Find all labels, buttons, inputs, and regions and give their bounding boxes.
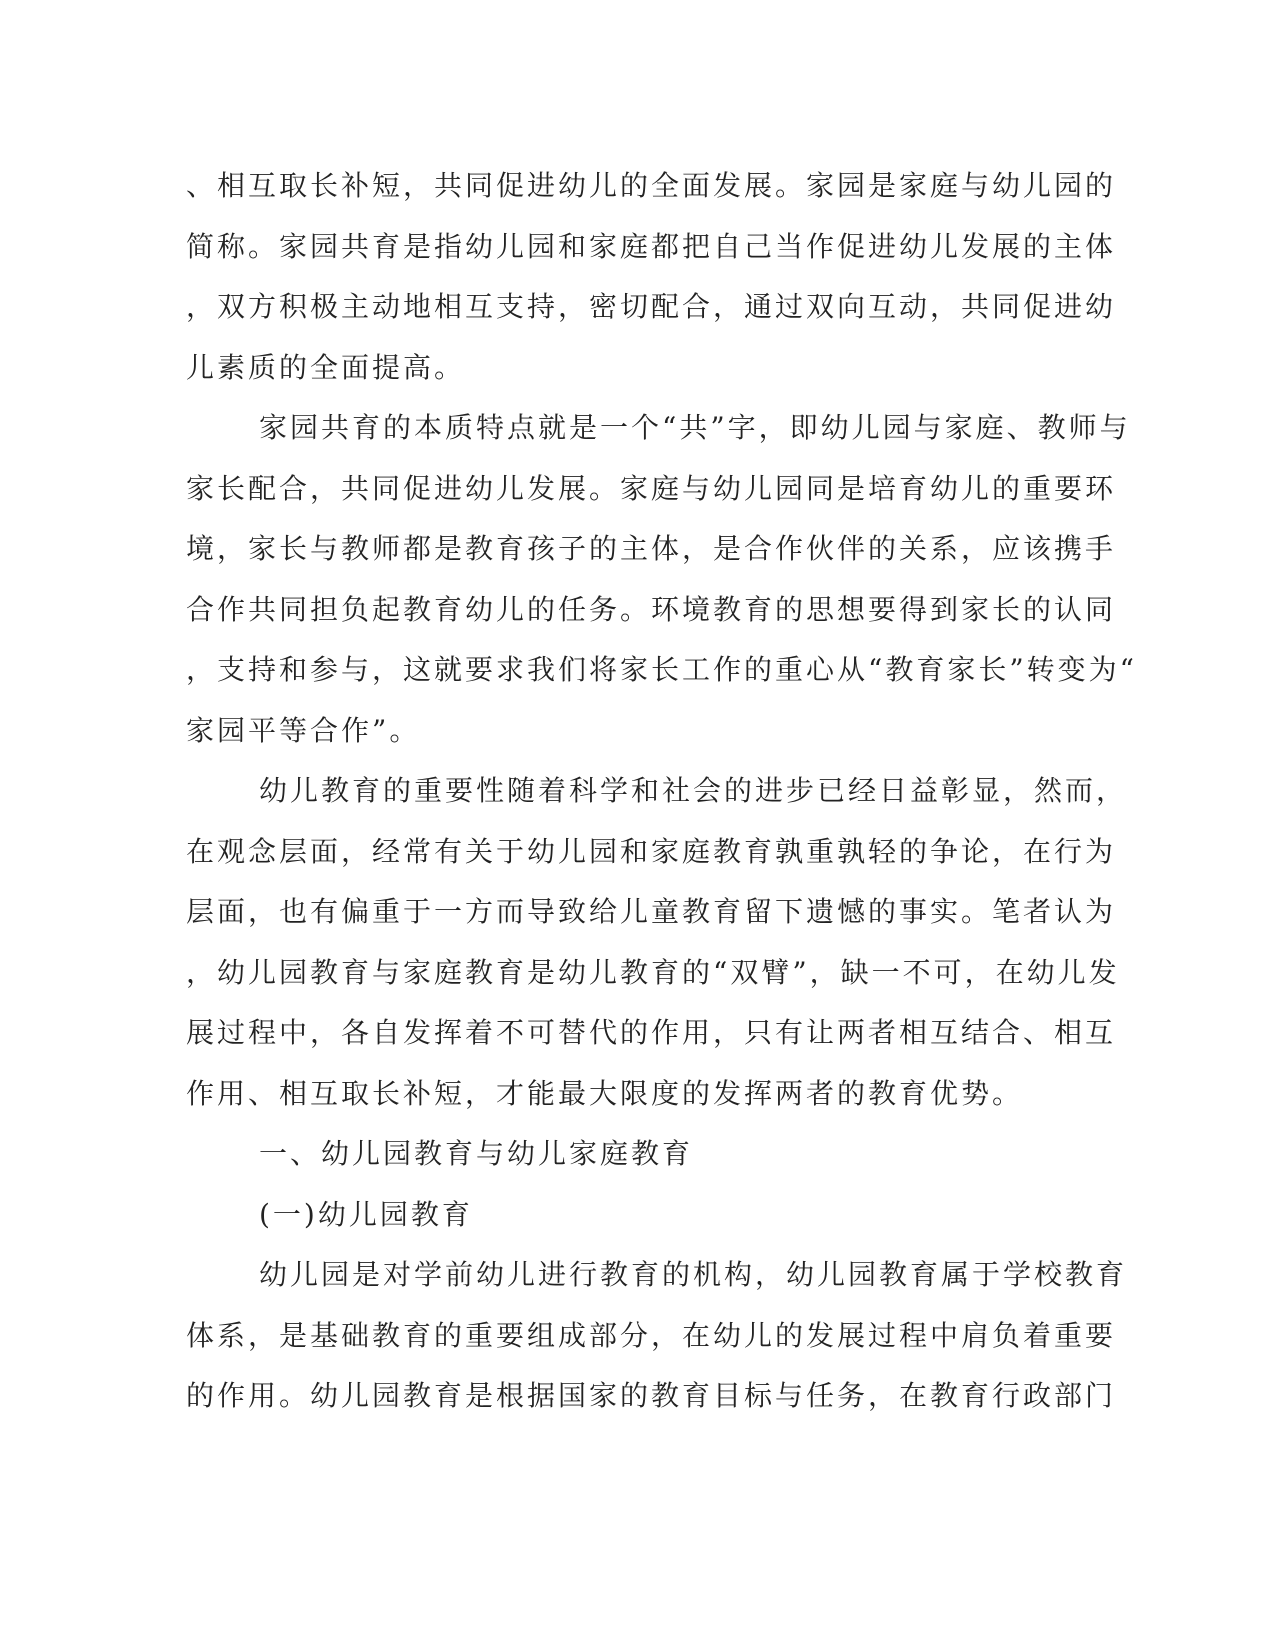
text-line: ，幼儿园教育与家庭教育是幼儿教育的“双臂”，缺一不可，在幼儿发 — [186, 955, 1120, 989]
text-line: 家长配合，共同促进幼儿发展。家庭与幼儿园同是培育幼儿的重要环 — [186, 471, 1117, 505]
section-heading: 一、幼儿园教育与幼儿家庭教育 — [259, 1137, 694, 1170]
text-line: 、相互取长补短，共同促进幼儿的全面发展。家园是家庭与幼儿园的 — [186, 169, 1117, 202]
subsection-heading: (一)幼儿园教育 — [259, 1197, 473, 1231]
text-line: 层面，也有偏重于一方而导致给儿童教育留下遗憾的事实。笔者认为 — [186, 895, 1117, 928]
text-line: 展过程中，各自发挥着不可替代的作用，只有让两者相互结合、相互 — [186, 1016, 1117, 1049]
text-line: ，支持和参与，这就要求我们将家长工作的重心从“教育家长”转变为“ — [186, 653, 1137, 686]
paragraph-first-line: 幼儿园是对学前幼儿进行教育的机构，幼儿园教育属于学校教育 — [259, 1258, 1128, 1291]
paragraph-first-line: 家园共育的本质特点就是一个“共”字，即幼儿园与家庭、教师与 — [259, 411, 1131, 444]
paragraph-first-line: 幼儿教育的重要性随着科学和社会的进步已经日益彰显，然而， — [259, 774, 1128, 807]
text-line: ，双方积极主动地相互支持，密切配合，通过双向互动，共同促进幼 — [186, 290, 1117, 323]
text-line: 简称。家园共育是指幼儿园和家庭都把自己当作促进幼儿发展的主体 — [186, 229, 1117, 263]
text-line: 体系，是基础教育的重要组成部分，在幼儿的发展过程中肩负着重要 — [186, 1318, 1117, 1352]
text-line: 儿素质的全面提高。 — [186, 350, 466, 384]
body-text — [186, 156, 1137, 1427]
text-line: 境，家长与教师都是教育孩子的主体，是合作伙伴的关系，应该携手 — [186, 532, 1117, 565]
text-line: 作用、相互取长补短，才能最大限度的发挥两者的教育优势。 — [186, 1076, 1024, 1110]
text-line: 在观念层面，经常有关于幼儿园和家庭教育孰重孰轻的争论，在行为 — [186, 834, 1117, 868]
text-line: 家园平等合作”。 — [186, 713, 421, 747]
text-line: 合作共同担负起教育幼儿的任务。环境教育的思想要得到家长的认同 — [186, 592, 1117, 626]
text-line: 的作用。幼儿园教育是根据国家的教育目标与任务，在教育行政部门 — [186, 1379, 1117, 1412]
